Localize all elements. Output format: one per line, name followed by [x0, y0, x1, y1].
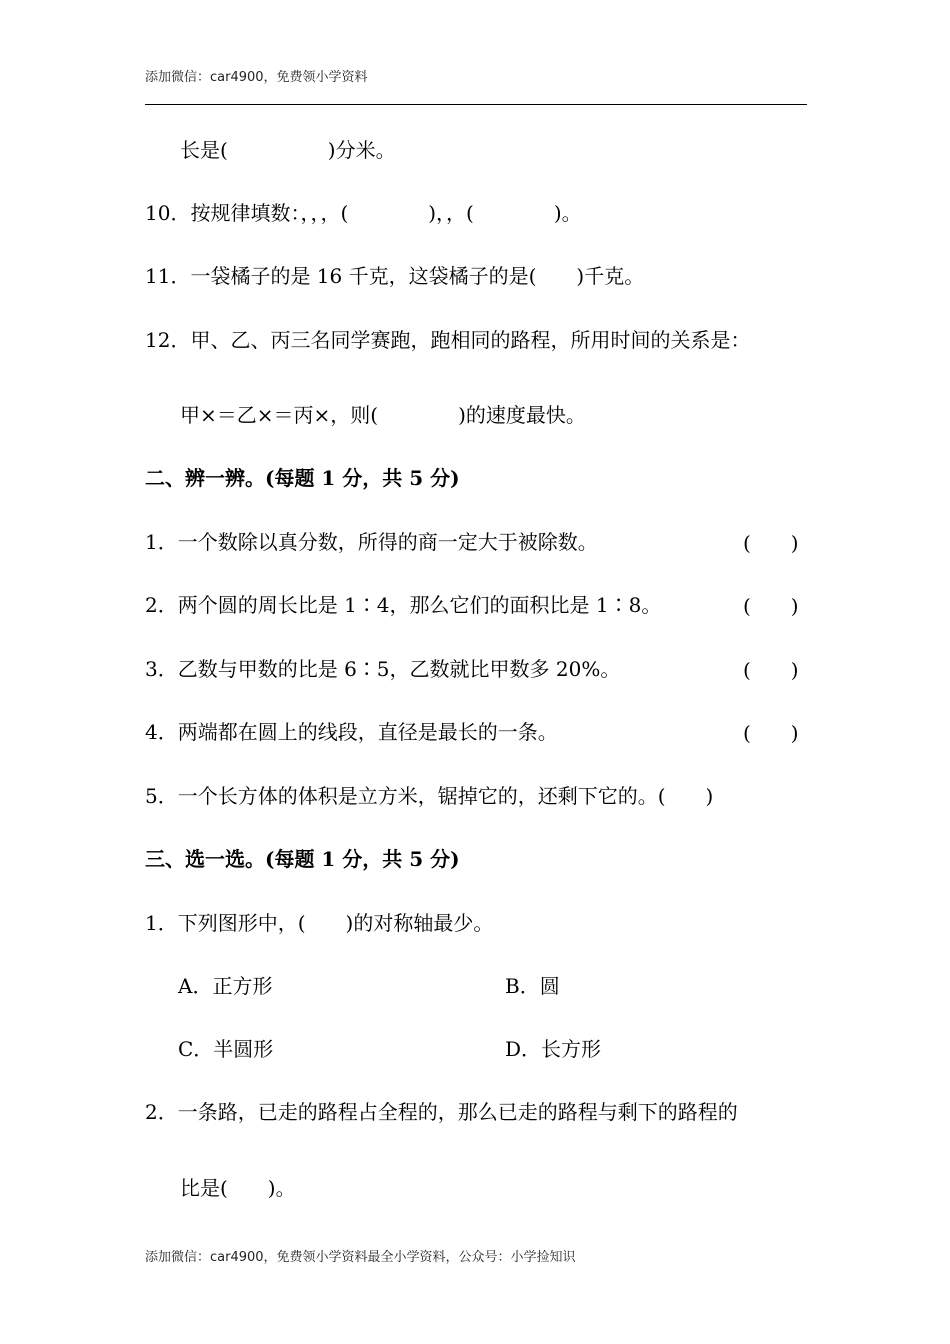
judge-item-1: 1．一个数除以真分数，所得的商一定大于被除数。 [145, 530, 598, 554]
question-12-line1: 12．甲、乙、丙三名同学赛跑，跑相同的路程，所用时间的关系是： [145, 328, 751, 352]
page-footer: 添加微信：car4900，免费领小学资料最全小学资料，公众号：小学捡知识 [145, 1250, 576, 1265]
option-c: C．半圆形 [178, 1037, 274, 1061]
header-divider [145, 104, 807, 105]
question-10: 10．按规律填数：，，，( )，，( )。 [145, 201, 582, 225]
option-d: D．长方形 [505, 1037, 602, 1061]
judge-bracket-3: ( ) [743, 658, 799, 682]
judge-bracket-1: ( ) [743, 531, 799, 555]
choice-question-2-line2: 比是( )。 [180, 1176, 296, 1200]
option-a: A．正方形 [178, 974, 273, 998]
question-12-line2: 甲×＝乙×＝丙×，则( )的速度最快。 [180, 403, 586, 427]
q9-continuation: 长是( )分米。 [180, 138, 396, 162]
judge-item-3: 3．乙数与甲数的比是 6∶5，乙数就比甲数多 20%。 [145, 657, 621, 681]
question-11: 11．一袋橘子的是 16 千克，这袋橘子的是( )千克。 [145, 264, 645, 288]
choice-question-2-line1: 2．一条路，已走的路程占全程的，那么已走的路程与剩下的路程的 [145, 1100, 738, 1124]
section-3-title: 三、选一选。(每题 1 分，共 5 分) [145, 847, 460, 871]
judge-item-2: 2．两个圆的周长比是 1∶4，那么它们的面积比是 1∶8。 [145, 593, 662, 617]
section-2-title: 二、辨一辨。(每题 1 分，共 5 分) [145, 466, 460, 490]
choice-question-1: 1．下列图形中，( )的对称轴最少。 [145, 911, 494, 935]
judge-item-4: 4．两端都在圆上的线段，直径是最长的一条。 [145, 720, 558, 744]
judge-bracket-2: ( ) [743, 594, 799, 618]
option-b: B．圆 [505, 974, 560, 998]
page-header: 添加微信：car4900，免费领小学资料 [145, 70, 368, 85]
judge-item-5: 5．一个长方体的体积是立方米，锯掉它的，还剩下它的。( ) [145, 784, 714, 808]
judge-bracket-4: ( ) [743, 721, 799, 745]
